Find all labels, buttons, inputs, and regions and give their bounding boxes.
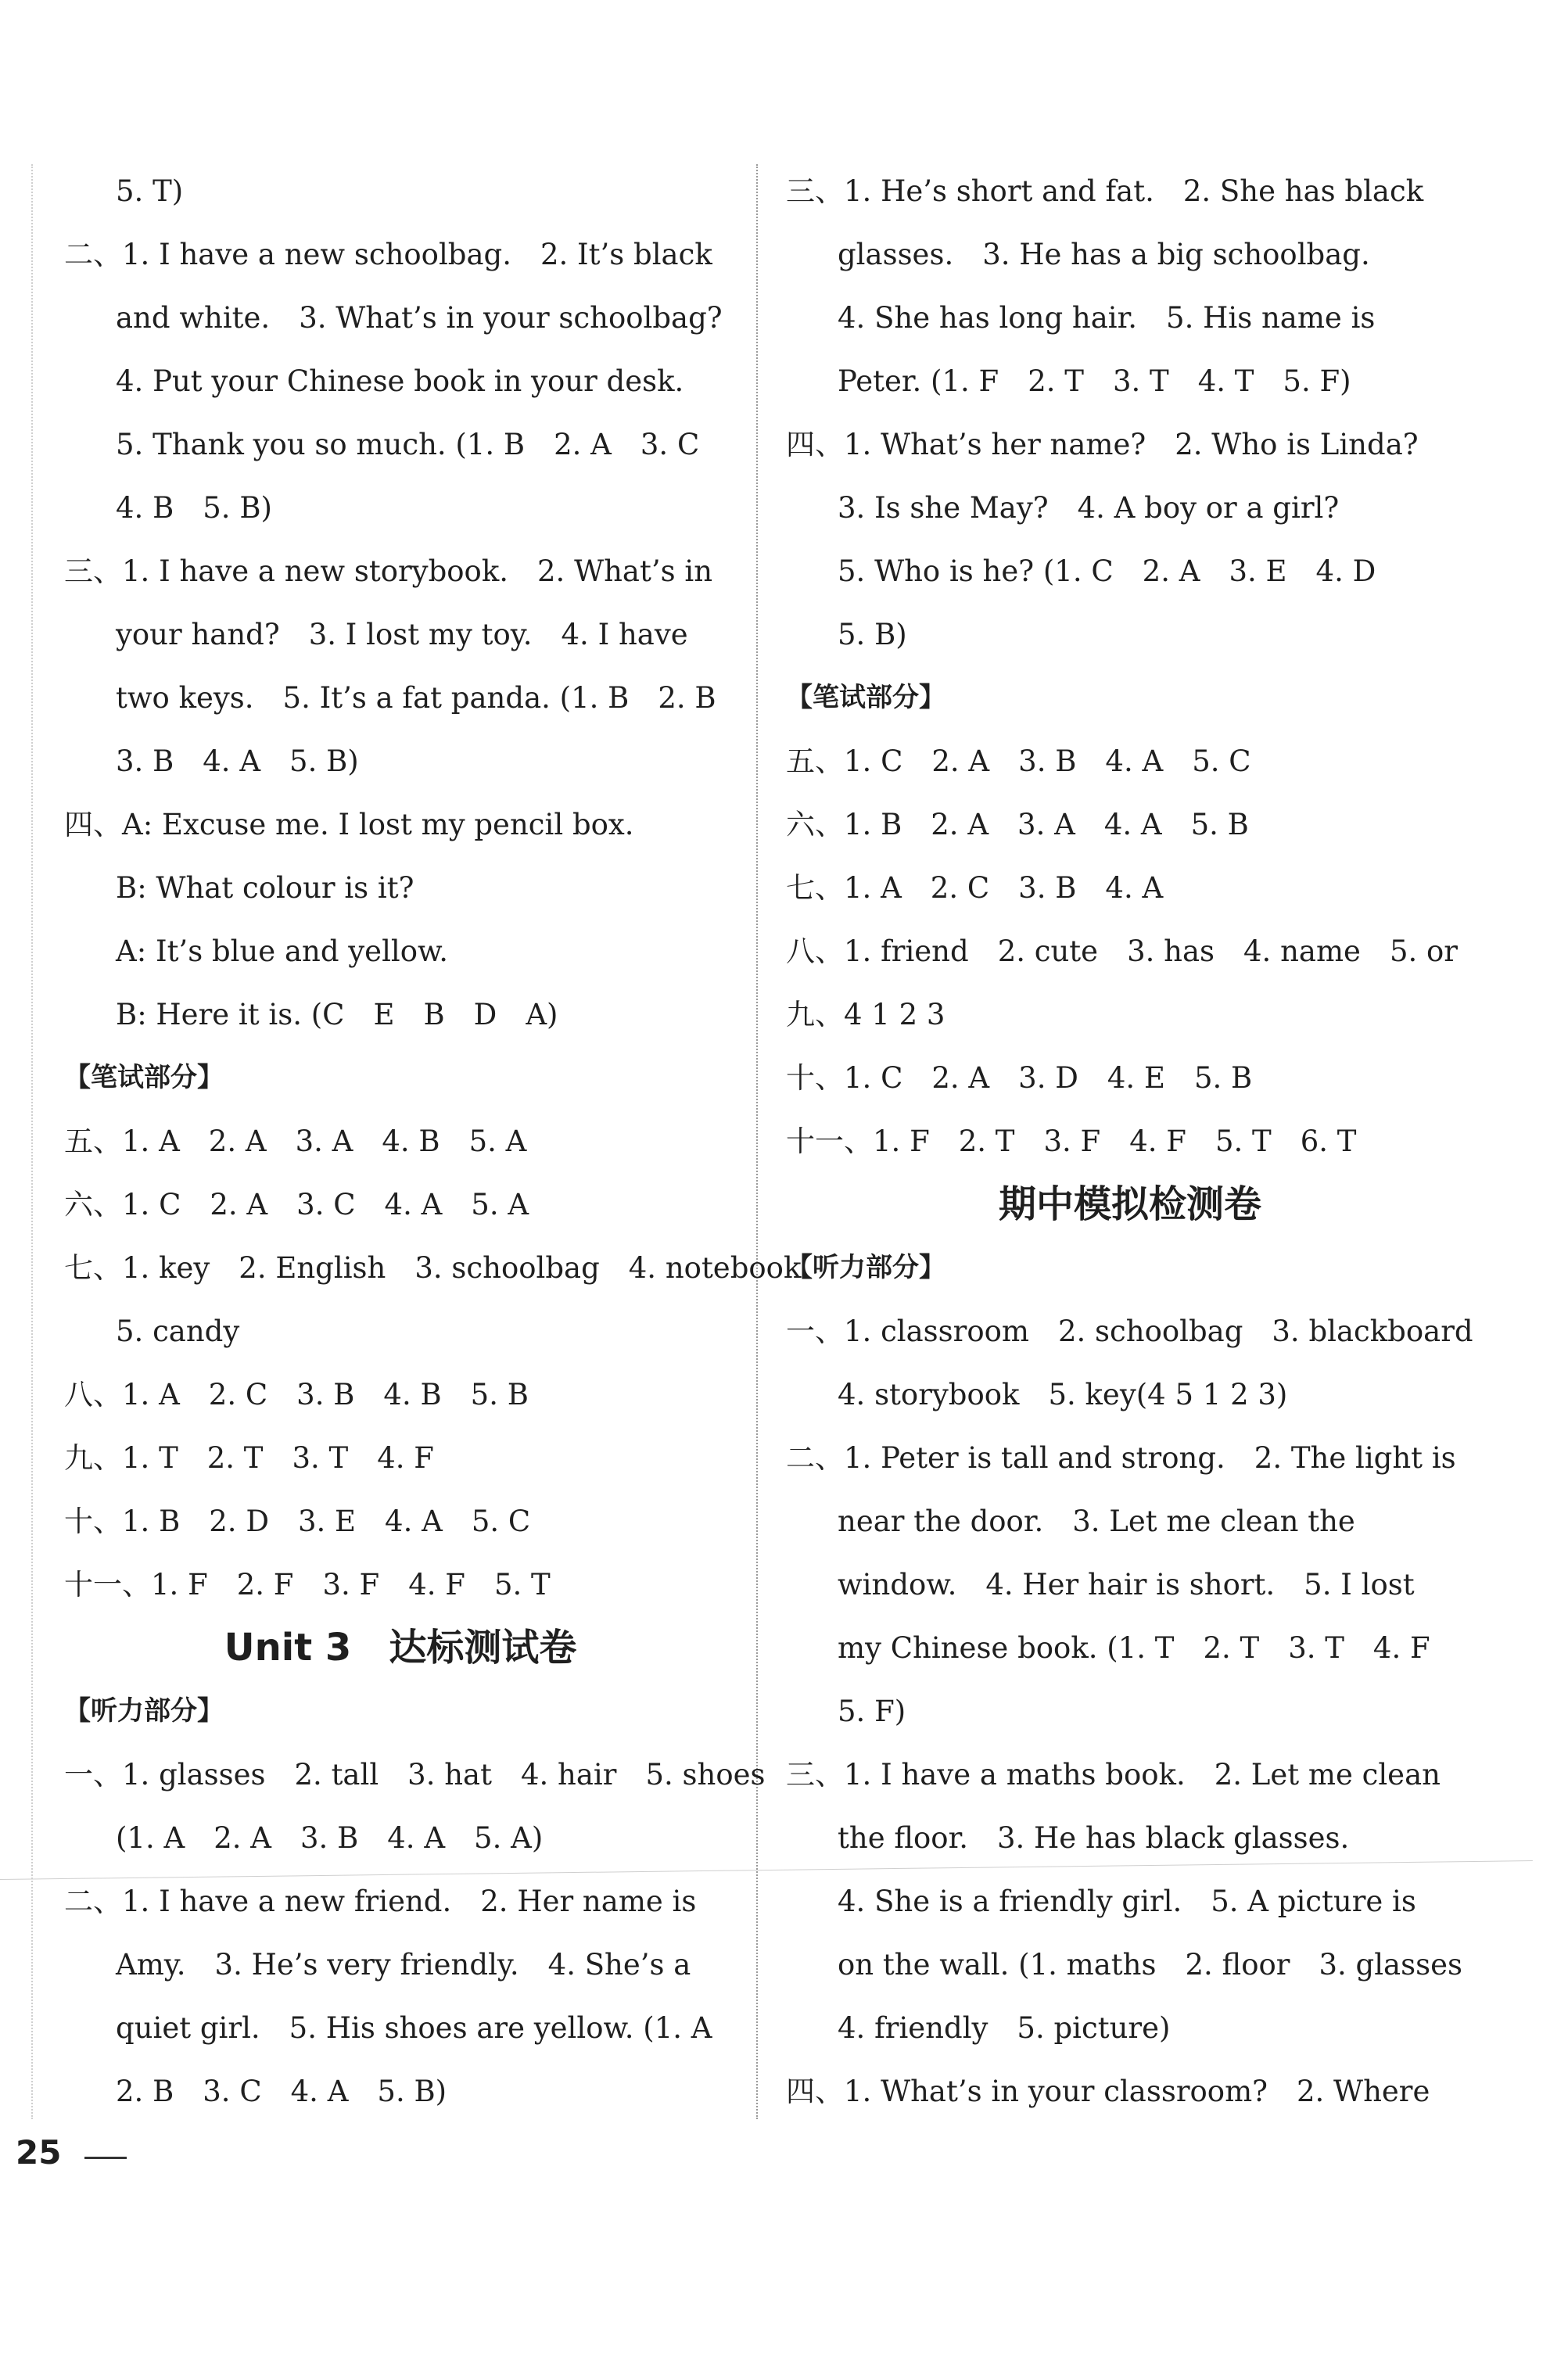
answer-line: 十一、1. F 2. F 3. F 4. F 5. T xyxy=(64,1568,551,1601)
answer-line: 二、1. I have a new friend. 2. Her name is xyxy=(64,1885,697,1918)
answer-line: 八、1. friend 2. cute 3. has 4. name 5. or xyxy=(786,934,1458,968)
answer-line: 十、1. B 2. D 3. E 4. A 5. C xyxy=(64,1505,531,1538)
page-edge-marker xyxy=(31,164,34,2119)
answer-line: 六、1. B 2. A 3. A 4. A 5. B xyxy=(786,808,1249,841)
answer-line: near the door. 3. Let me clean the xyxy=(838,1505,1355,1538)
answer-line: 二、1. Peter is tall and strong. 2. The light is xyxy=(786,1441,1456,1475)
answer-line: 4. She has long hair. 5. His name is xyxy=(838,301,1376,335)
answer-line: 4. She is a friendly girl. 5. A picture is xyxy=(838,1885,1416,1918)
answer-line: (1. A 2. A 3. B 4. A 5. A) xyxy=(116,1821,544,1855)
answer-line: 一、1. glasses 2. tall 3. hat 4. hair 5. shoes xyxy=(64,1758,766,1792)
answer-line: quiet girl. 5. His shoes are yellow. (1. A xyxy=(116,2011,712,2045)
answer-line: 十一、1. F 2. T 3. F 4. F 5. T 6. T xyxy=(786,1124,1357,1158)
answer-line: 5. Who is he? (1. C 2. A 3. E 4. D xyxy=(838,554,1376,588)
answer-line: 4. friendly 5. picture) xyxy=(838,2011,1171,2045)
answer-line: B: What colour is it? xyxy=(116,871,414,905)
answer-line: 九、4 1 2 3 xyxy=(786,998,945,1031)
left-column xyxy=(64,160,802,2123)
answer-line: two keys. 5. It’s a fat panda. (1. B 2. B xyxy=(116,681,716,715)
answer-line: 2. B 3. C 4. A 5. B) xyxy=(116,2075,447,2108)
answer-line: 5. T) xyxy=(116,174,184,208)
page-number-dash xyxy=(84,2157,127,2159)
answer-line: your hand? 3. I lost my toy. 4. I have xyxy=(116,618,688,651)
answer-line: window. 4. Her hair is short. 5. I lost xyxy=(838,1568,1415,1601)
answer-line: 4. storybook 5. key(4 5 1 2 3) xyxy=(838,1378,1288,1411)
answer-line: 5. Thank you so much. (1. B 2. A 3. C xyxy=(116,428,700,461)
answer-line: 5. candy xyxy=(116,1314,240,1348)
answer-line: 十、1. C 2. A 3. D 4. E 5. B xyxy=(786,1061,1253,1095)
page-number: 25 xyxy=(16,2133,62,2172)
answer-line: Amy. 3. He’s very friendly. 4. She’s a xyxy=(116,1948,691,1982)
column-divider xyxy=(756,164,759,2119)
answer-line: 七、1. A 2. C 3. B 4. A xyxy=(786,871,1164,905)
answer-line: 3. Is she May? 4. A boy or a girl? xyxy=(838,491,1340,525)
answer-line: 3. B 4. A 5. B) xyxy=(116,744,359,778)
answer-line: 五、1. C 2. A 3. B 4. A 5. C xyxy=(786,744,1251,778)
answer-line: 三、1. I have a maths book. 2. Let me clean xyxy=(786,1758,1441,1792)
answer-line: 八、1. A 2. C 3. B 4. B 5. B xyxy=(64,1378,529,1411)
answer-line: 4. Put your Chinese book in your desk. xyxy=(116,364,684,398)
answer-line: Peter. (1. F 2. T 3. T 4. T 5. F) xyxy=(838,364,1351,398)
subsection-label: 【听力部分】 xyxy=(64,1695,224,1727)
answer-line: 四、1. What’s her name? 2. Who is Linda? xyxy=(786,428,1419,461)
answer-line: 三、1. He’s short and fat. 2. She has black xyxy=(786,174,1424,208)
answer-line: my Chinese book. (1. T 2. T 3. T 4. F xyxy=(838,1631,1430,1665)
answer-line: 三、1. I have a new storybook. 2. What’s in xyxy=(64,554,713,588)
answer-line: 5. F) xyxy=(838,1695,906,1728)
answer-line: 四、1. What’s in your classroom? 2. Where xyxy=(786,2075,1430,2108)
answer-line: and white. 3. What’s in your schoolbag? xyxy=(116,301,723,335)
section-heading: 期中模拟检测卷 xyxy=(998,1182,1261,1226)
answer-line: B: Here it is. (C E B D A) xyxy=(116,998,558,1031)
answer-line: A: It’s blue and yellow. xyxy=(116,934,449,968)
answer-line: 四、A: Excuse me. I lost my pencil box. xyxy=(64,808,634,841)
subsection-label: 【听力部分】 xyxy=(786,1252,945,1283)
answer-line: the floor. 3. He has black glasses. xyxy=(838,1821,1350,1855)
answer-line: 五、1. A 2. A 3. A 4. B 5. A xyxy=(64,1124,527,1158)
section-heading: Unit 3 达标测试卷 xyxy=(224,1626,577,1670)
answer-line: 4. B 5. B) xyxy=(116,491,272,525)
answer-line: 六、1. C 2. A 3. C 4. A 5. A xyxy=(64,1188,529,1221)
subsection-label: 【笔试部分】 xyxy=(786,682,945,713)
answer-line: 5. B) xyxy=(838,618,907,651)
answer-line: 一、1. classroom 2. schoolbag 3. blackboard xyxy=(786,1314,1473,1348)
answer-line: glasses. 3. He has a big schoolbag. xyxy=(838,238,1370,271)
answer-line: 七、1. key 2. English 3. schoolbag 4. notebook xyxy=(64,1251,802,1285)
right-column xyxy=(786,160,1474,2123)
answer-line: on the wall. (1. maths 2. floor 3. glasses xyxy=(838,1948,1462,1982)
answer-line: 二、1. I have a new schoolbag. 2. It’s black xyxy=(64,238,712,271)
subsection-label: 【笔试部分】 xyxy=(64,1062,224,1093)
answer-line: 九、1. T 2. T 3. T 4. F xyxy=(64,1441,434,1475)
